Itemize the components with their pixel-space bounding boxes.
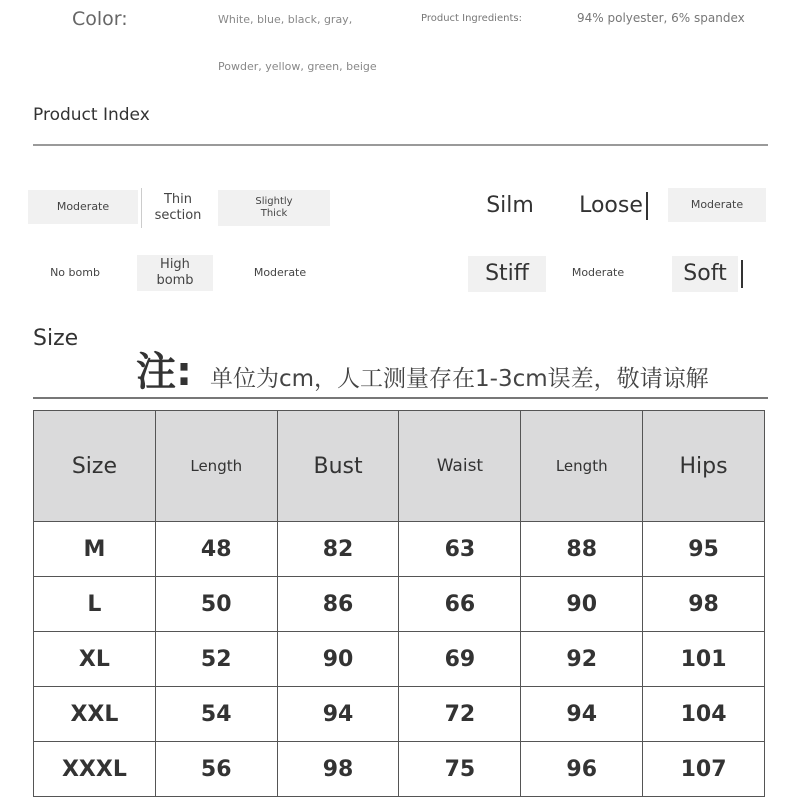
index-chip-soft: Soft xyxy=(672,256,738,292)
cell-hips: 107 xyxy=(643,742,765,797)
cell-bust: 94 xyxy=(277,687,399,742)
size-divider xyxy=(33,397,768,399)
cell-length: 56 xyxy=(155,742,277,797)
table-row xyxy=(34,522,765,577)
cell-hips: 98 xyxy=(643,577,765,632)
size-chart-table xyxy=(33,410,765,797)
index-chip-slightly-thick: Slightly Thick xyxy=(218,190,330,226)
table-header-row xyxy=(34,411,765,522)
cell-size: XXL xyxy=(34,687,156,742)
cell-bust: 86 xyxy=(277,577,399,632)
color-label: Color: xyxy=(72,8,128,30)
ingredients-value: 94% polyester, 6% spandex xyxy=(577,11,745,25)
cell-size: L xyxy=(34,577,156,632)
cell-hips: 95 xyxy=(643,522,765,577)
loose-selected-marker xyxy=(646,192,648,220)
index-chip-silm: Silm xyxy=(486,192,534,218)
index-chip-fit-moderate: Moderate xyxy=(668,188,766,222)
color-values-line-1: White, blue, black, gray, xyxy=(218,13,353,26)
index-chip-loose: Loose xyxy=(579,192,643,218)
index-chip-bomb-moderate: Moderate xyxy=(253,266,307,280)
index-chip-thickness-moderate: Moderate xyxy=(28,190,138,224)
index-chip-softness-moderate: Moderate xyxy=(548,256,648,290)
index-chip-thin-section: Thin section xyxy=(141,188,214,228)
cell-length: 48 xyxy=(155,522,277,577)
color-values-line-2: Powder, yellow, green, beige xyxy=(218,60,377,73)
product-index-divider xyxy=(33,144,768,146)
cell-length-2: 96 xyxy=(521,742,643,797)
cell-length-2: 92 xyxy=(521,632,643,687)
cell-bust: 82 xyxy=(277,522,399,577)
table-row xyxy=(34,742,765,797)
cell-waist: 69 xyxy=(399,632,521,687)
cell-size: XL xyxy=(34,632,156,687)
index-chip-stiff: Stiff xyxy=(468,256,546,292)
cell-length-2: 94 xyxy=(521,687,643,742)
cell-length-2: 88 xyxy=(521,522,643,577)
header-length-2: Length xyxy=(521,411,643,522)
header-waist: Waist xyxy=(399,411,521,522)
cell-waist: 63 xyxy=(399,522,521,577)
cell-waist: 66 xyxy=(399,577,521,632)
cell-waist: 75 xyxy=(399,742,521,797)
cell-length: 50 xyxy=(155,577,277,632)
table-row xyxy=(34,577,765,632)
index-chip-no-bomb: No bomb xyxy=(50,266,100,280)
table-row xyxy=(34,687,765,742)
cell-length-2: 90 xyxy=(521,577,643,632)
measurement-note: 单位为cm，人工测量存在1-3cm误差，敬请谅解 xyxy=(210,366,709,392)
cell-length: 54 xyxy=(155,687,277,742)
soft-selected-marker xyxy=(741,260,743,288)
header-length: Length xyxy=(155,411,277,522)
cell-bust: 90 xyxy=(277,632,399,687)
cell-bust: 98 xyxy=(277,742,399,797)
cell-hips: 104 xyxy=(643,687,765,742)
cell-size: XXXL xyxy=(34,742,156,797)
header-bust: Bust xyxy=(277,411,399,522)
header-size: Size xyxy=(34,411,156,522)
size-title: Size xyxy=(33,326,79,351)
cell-size: M xyxy=(34,522,156,577)
cell-hips: 101 xyxy=(643,632,765,687)
header-hips: Hips xyxy=(643,411,765,522)
cell-length: 52 xyxy=(155,632,277,687)
ingredients-label: Product Ingredients: xyxy=(421,13,522,24)
table-row xyxy=(34,632,765,687)
index-chip-high-bomb: High bomb xyxy=(137,255,213,291)
cell-waist: 72 xyxy=(399,687,521,742)
note-mark: 注: xyxy=(136,349,192,395)
product-index-title: Product Index xyxy=(33,105,150,125)
